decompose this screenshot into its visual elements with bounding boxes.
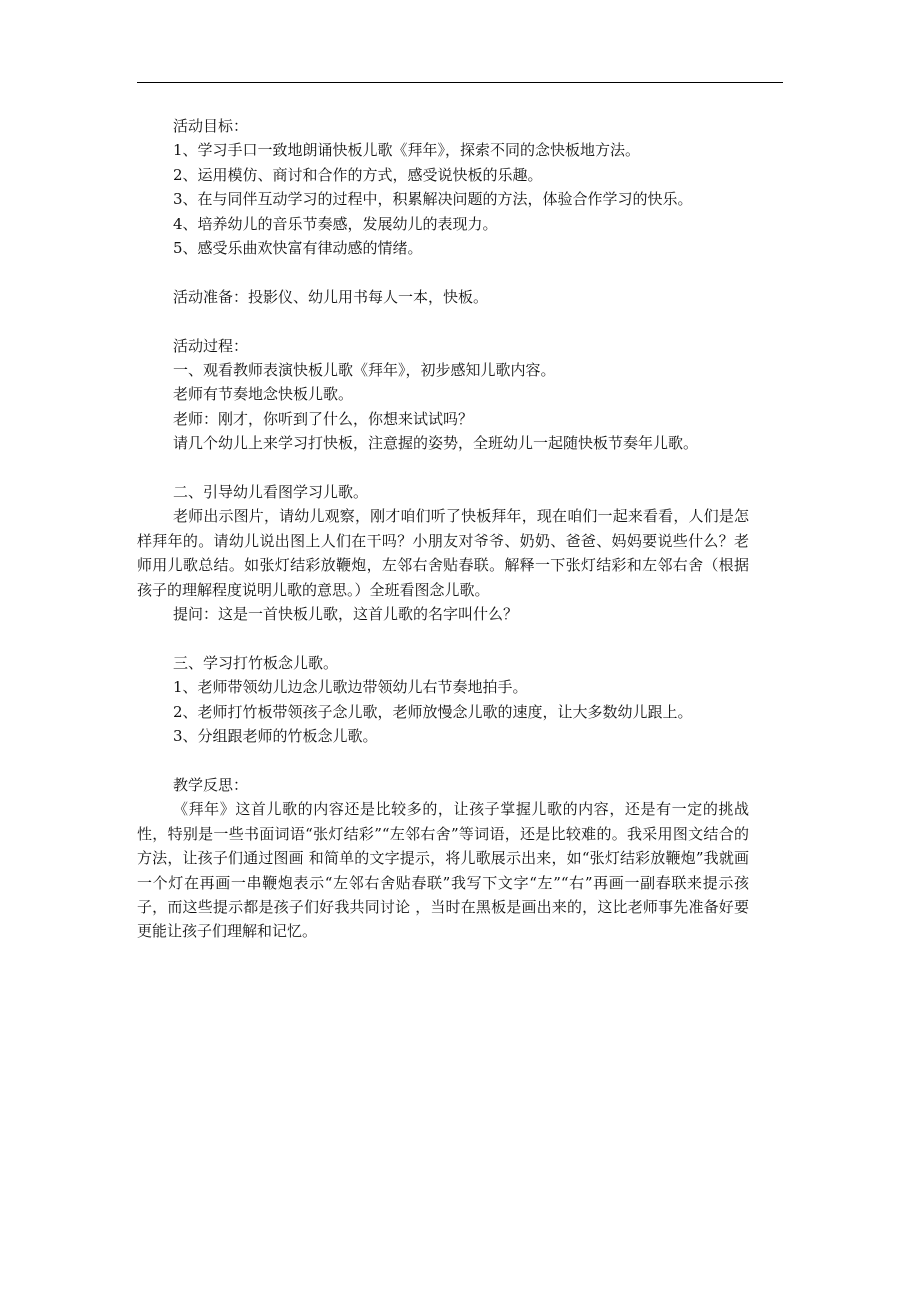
spacer: [173, 456, 785, 480]
goal-item-3: 3、在与同伴互动学习的过程中，积累解决问题的方法，体验合作学习的快乐。: [173, 190, 693, 209]
preparation-line: 活动准备：投影仪、幼儿用书每人一本，快板。: [173, 287, 489, 306]
step2-title: 二、引导幼儿看图学习儿歌。: [173, 483, 369, 502]
step1-line-1: 老师有节奏地念快板儿歌。: [173, 385, 354, 404]
step2-paragraph: 老师出示图片，请幼儿观察，刚才咱们听了快板拜年，现在咱们一起来看看，人们是怎样拜年的。请幼儿说出图上人们在干吗？小朋友对爷爷、奶奶、爸爸、妈妈要说些什么？老师用儿歌总结。如张灯结彩放鞭炮，左邻右舍贴春联。解释一下张灯结彩和左邻右舍（根据孩子的理解程度说明儿歌的意思。）全班看图念儿歌。: [137, 507, 749, 599]
step3-title: 三、学习打竹板念儿歌。: [173, 653, 339, 672]
spacer: [173, 749, 785, 773]
spacer: [173, 309, 785, 333]
spacer: [173, 626, 785, 650]
spacer: [173, 260, 785, 284]
step2-question: 提问：这是一首快板儿歌，这首儿歌的名字叫什么？: [173, 605, 519, 624]
document-body: [137, 114, 785, 944]
step3-item-2: 2、老师打竹板带领孩子念儿歌，老师放慢念儿歌的速度，让大多数幼儿跟上。: [173, 702, 693, 721]
step3-item-1: 1、老师带领幼儿边念儿歌边带领幼儿右节奏地拍手。: [173, 678, 528, 697]
step3-item-3: 3、分组跟老师的竹板念儿歌。: [173, 727, 378, 746]
reflection-heading: 教学反思：: [173, 775, 249, 794]
goal-item-2: 2、运用模仿、商讨和合作的方式，感受说快板的乐趣。: [173, 165, 543, 184]
goal-item-4: 4、培养幼儿的音乐节奏感，发展幼儿的表现力。: [173, 214, 498, 233]
step1-line-3: 请几个幼儿上来学习打快板，注意握的姿势，全班幼儿一起随快板节奏年儿歌。: [173, 434, 699, 453]
header-rule: [137, 82, 783, 83]
reflection-paragraph: 《拜年》这首儿歌的内容还是比较多的，让孩子掌握儿歌的内容，还是有一定的挑战性，特别是一些书面词语“张灯结彩”“左邻右舍”等词语，还是比较难的。我采用图文结合的方法，让孩子们通过图画 和简单的文字提示，将儿歌展示出来，如“张灯结彩放鞭炮”我就画一个灯在再画一串鞭炮表示“左邻右舍贴春联”我写下文字“左”“右”再画一副春联来提示孩子，而这些提示都是孩子们好我共同讨论 ，当时在黑板是画出来的，这比老师事先准备好要更能让孩子们理解和记忆。: [137, 800, 749, 941]
process-heading: 活动过程：: [173, 336, 249, 355]
step1-line-2: 老师：刚才，你听到了什么，你想来试试吗？: [173, 409, 474, 428]
step1-title: 一、观看教师表演快板儿歌《拜年》，初步感知儿歌内容。: [173, 361, 556, 380]
goals-heading: 活动目标：: [173, 117, 249, 135]
goal-item-5: 5、感受乐曲欢快富有律动感的情绪。: [173, 239, 423, 258]
goal-item-1: 1、学习手口一致地朗诵快板儿歌《拜年》，探索不同的念快板地方法。: [173, 141, 641, 160]
